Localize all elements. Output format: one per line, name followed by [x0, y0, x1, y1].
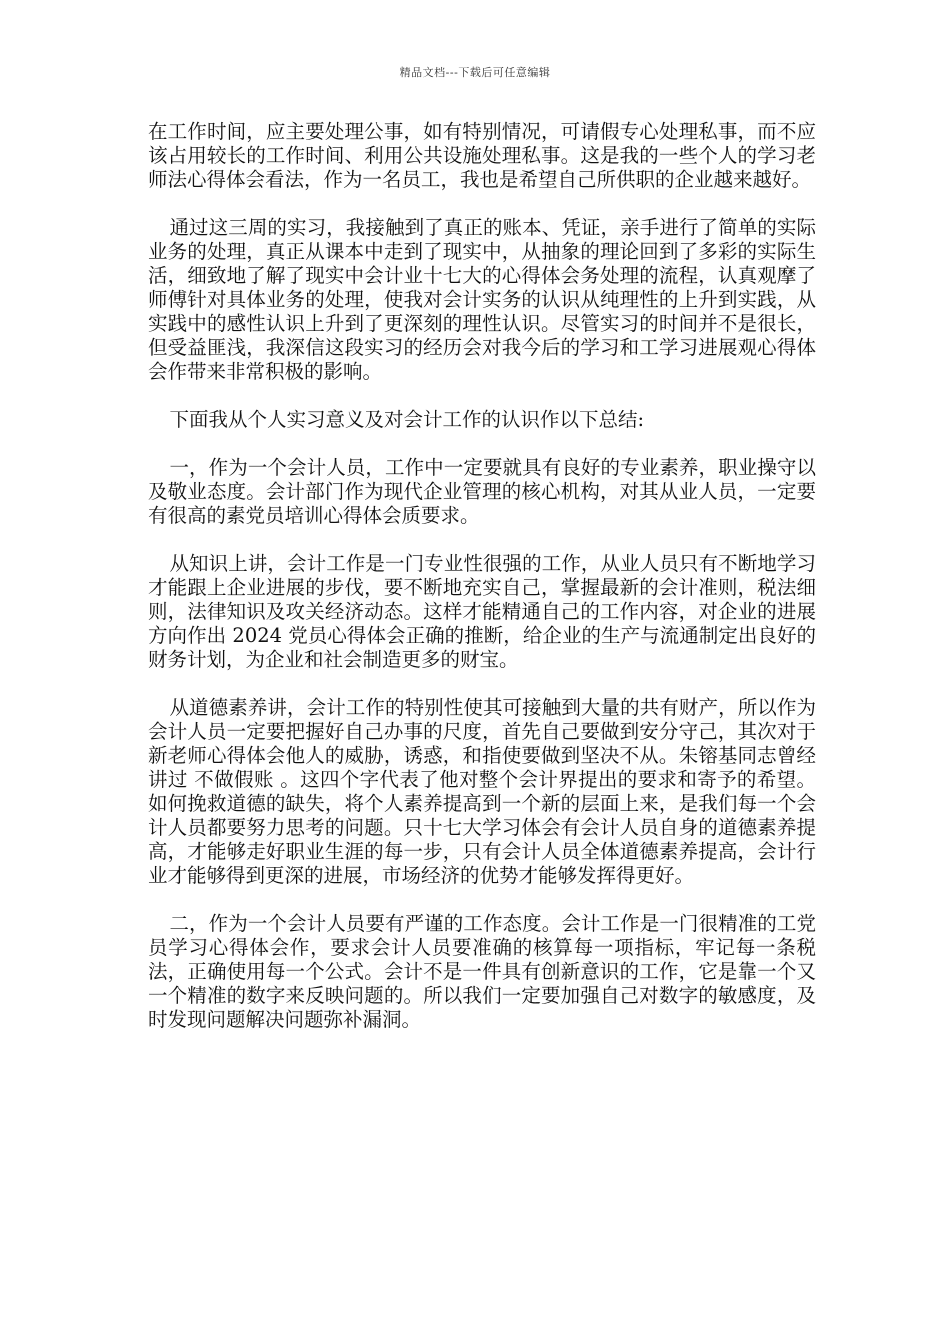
paragraph-6: 从道德素养讲，会计工作的特别性使其可接触到大量的共有财产，所以作为会计人员一定要把握好自己办事的尺度，首先自己要做到安分守己，其次对于新老师心得体会他人的威胁，诱惑，和指使要做到坚决不从。朱镕基同志曾经讲过 不做假账 。这四个字代表了他对整个会计界提出的要求和寄予的希望。如何挽救道德的缺失，将个人素养提高到一个新的层面上来，是我们每一个会计人员都要努力思考的问题。只十七大学习体会有会计人员自身的道德素养提高，才能够走好职业生涯的每一步，只有会计人员全体道德素养提高，会计行业才能够得到更深的进展，市场经济的优势才能够发挥得更好。	[148, 696, 816, 887]
page-header: 精品文档---下载后可任意编辑	[399, 66, 551, 79]
paragraph-7: 二，作为一个会计人员要有严谨的工作态度。会计工作是一门很精准的工党员学习心得体会作，要求会计人员要准确的核算每一项指标，牢记每一条税法，正确使用每一个公式。会计不是一件具有创新意识的工作，它是靠一个又一个精准的数字来反映问题的。所以我们一定要加强自己对数字的敏感度，及时发现问题解决问题弥补漏洞。	[148, 912, 816, 1031]
document-body	[148, 120, 816, 1056]
paragraph-5: 从知识上讲，会计工作是一门专业性很强的工作，从业人员只有不断地学习才能跟上企业进展的步伐，要不断地充实自己，掌握最新的会计准则，税法细则，法律知识及攻关经济动态。这样才能精通自己的工作内容，对企业的进展方向作出 2024 党员心得体会正确的推断，给企业的生产与流通制定出良好的财务计划，为企业和社会制造更多的财宝。	[148, 552, 816, 671]
paragraph-3: 下面我从个人实习意义及对会计工作的认识作以下总结:	[169, 408, 645, 431]
paragraph-2: 通过这三周的实习，我接触到了真正的账本、凭证，亲手进行了简单的实际业务的处理，真正从课本中走到了现实中，从抽象的理论回到了多彩的实际生活，细致地了解了现实中会计业十七大的心得体会务处理的流程，认真观摩了师傅针对具体业务的处理，使我对会计实务的认识从纯理性的上升到实践，从实践中的感性认识上升到了更深刻的理性认识。尽管实习的时间并不是很长，但受益匪浅，我深信这段实习的经历会对我今后的学习和工学习进展观心得体会作带来非常积极的影响。	[148, 216, 816, 383]
paragraph-4: 一，作为一个会计人员，工作中一定要就具有良好的专业素养，职业操守以及敬业态度。会计部门作为现代企业管理的核心机构，对其从业人员，一定要有很高的素党员培训心得体会质要求。	[148, 456, 816, 527]
paragraph-1: 在工作时间，应主要处理公事，如有特别情况，可请假专心处理私事，而不应该占用较长的工作时间、利用公共设施处理私事。这是我的一些个人的学习老师法心得体会看法，作为一名员工，我也是希望自己所供职的企业越来越好。	[148, 120, 816, 191]
